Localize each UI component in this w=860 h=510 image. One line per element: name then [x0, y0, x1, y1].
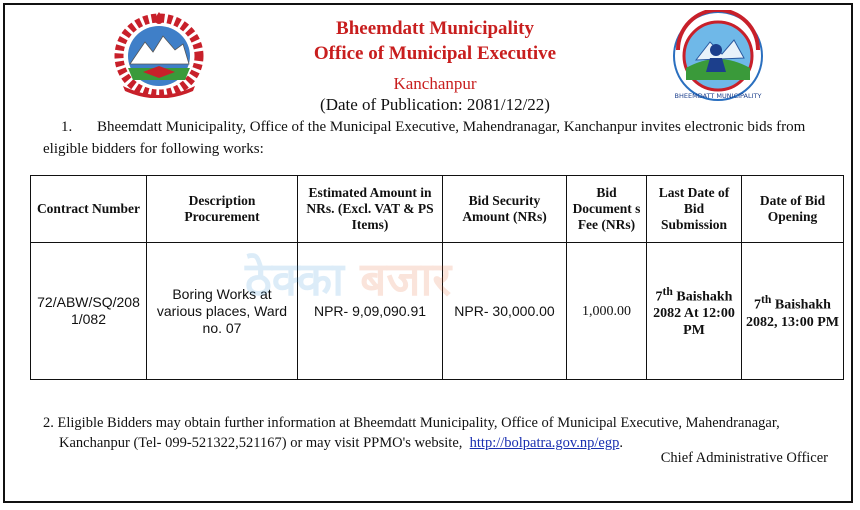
cell-bid-security: NPR- 30,000.00 [443, 243, 567, 380]
bid-table [30, 175, 844, 380]
notice-paragraph-1 [43, 116, 833, 160]
district-name: Kanchanpur [393, 74, 477, 93]
nepal-government-emblem-icon [113, 12, 205, 98]
ppmo-website-link[interactable]: http://bolpatra.gov.np/egp [469, 435, 620, 451]
seal-caption: BHEEMDATT MUNICIPALITY [674, 92, 762, 100]
cell-opening-date [742, 243, 844, 380]
last-date-day: 7 [655, 289, 663, 305]
opening-date-rest: Baishakh 2082, 13:00 PM [746, 297, 839, 330]
header-bid-security: Bid Security Amount (NRs) [443, 176, 567, 243]
municipality-title: Bheemdatt Municipality [336, 18, 534, 39]
last-date-sup: th [662, 284, 673, 298]
item2-line-1: 2. Eligible Bidders may obtain further information at Bheemdatt Municipality, Office of Municipal Executive, Mahendranagar, [43, 415, 780, 431]
watermark-part-1: ठेक्का [245, 252, 345, 306]
header-description: Description Procurement [147, 176, 298, 243]
cell-description: Boring Works at various places, Ward no. 07 [147, 243, 298, 380]
table-header-row [31, 176, 844, 243]
bheemdatt-municipality-seal-icon [670, 10, 766, 102]
cell-contract-number: 72/ABW/SQ/2081/082 [31, 243, 147, 380]
header-last-date: Last Date of Bid Submission [647, 176, 742, 243]
cell-document-fee: 1,000.00 [567, 243, 647, 380]
office-title: Office of Municipal Executive [313, 43, 557, 64]
item2-line-2: Kanchanpur (Tel- 099-521322,521167) or may visit PPMO's website, [59, 435, 463, 451]
header-estimated-amount: Estimated Amount in NRs. (Excl. VAT & PS Items) [298, 176, 443, 243]
opening-date-day: 7 [754, 297, 762, 313]
header-contract-number: Contract Number [31, 176, 147, 243]
item-text: Bheemdatt Municipality, Office of the Municipal Executive, Mahendranagar, Kanchanpur invites electronic bids from eligible bidders for following works: [43, 119, 806, 157]
link-suffix: . [619, 435, 623, 451]
table-row [31, 243, 844, 380]
header-opening-date: Date of Bid Opening [742, 176, 844, 243]
publication-date: (Date of Publication: 2081/12/22) [320, 95, 550, 114]
last-date-rest: Baishakh 2082 At 12:00 PM [653, 289, 735, 339]
notice-paragraph-2 [43, 413, 833, 453]
signature: Chief Administrative Officer [660, 450, 828, 466]
watermark-part-2: बजार [360, 252, 452, 306]
header-document-fee: Bid Document s Fee (NRs) [567, 176, 647, 243]
cell-estimated-amount: NPR- 9,09,090.91 [298, 243, 443, 380]
item-number: 1. [61, 119, 73, 135]
opening-date-sup: th [761, 293, 772, 307]
cell-last-date [647, 243, 742, 380]
